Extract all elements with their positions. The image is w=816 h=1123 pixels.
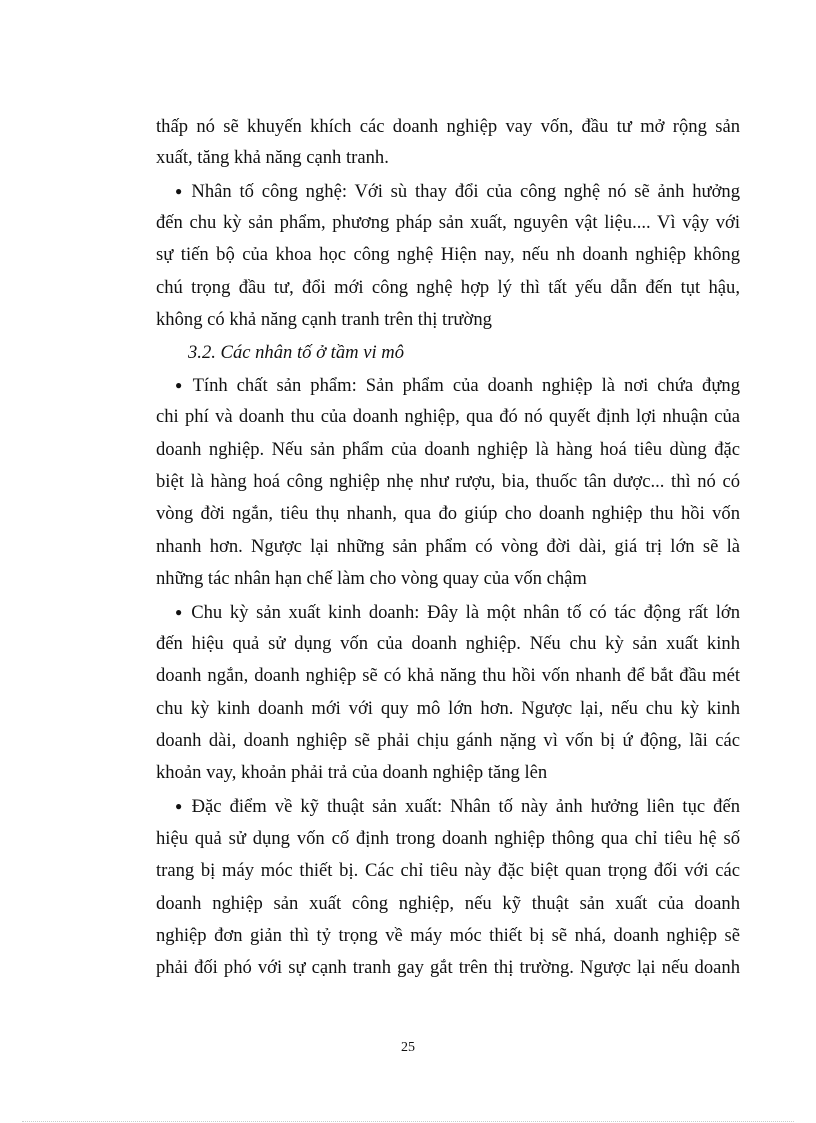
- paragraph-line: sự tiến bộ của khoa học công nghệ Hiện nay, nếu nh doanh nghiệp không: [156, 244, 740, 265]
- paragraph-line: nghiệp đơn giản thì tỷ trọng về máy móc thiết bị sẽ nhá, doanh nghiệp sẽ: [156, 925, 740, 946]
- bullet-line: [175, 180, 740, 202]
- paragraph-line: hiệu quả sử dụng vốn cố định trong doanh nghiệp thông qua chỉ tiêu hệ số: [156, 828, 740, 849]
- paragraph-line: doanh nghiệp sản xuất công nghiệp, nếu kỹ thuật sản xuất của doanh: [156, 893, 740, 914]
- bullet-icon: ●: [175, 799, 186, 813]
- bullet-icon: ●: [175, 605, 186, 619]
- paragraph-line: trang bị máy móc thiết bị. Các chỉ tiêu này đặc biệt quan trọng đối với các: [156, 860, 740, 881]
- section-heading: 3.2. Các nhân tố ở tầm vi mô: [188, 342, 404, 363]
- paragraph-line: Chu kỳ sản xuất kinh doanh: Đây là một nhân tố có tác động rất lớn: [191, 602, 740, 623]
- paragraph-line: Đặc điểm về kỹ thuật sản xuất: Nhân tố này ảnh hưởng liên tục đến: [191, 796, 740, 817]
- paragraph-line: Nhân tố công nghệ: Với sù thay đổi của công nghệ nó sẽ ảnh hưởng: [191, 181, 741, 202]
- page-number: 25: [401, 1040, 415, 1055]
- paragraph-line: chú trọng đầu tư, đổi mới công nghệ hợp lý thì tất yếu dẫn đến tụt hậu,: [156, 277, 740, 298]
- paragraph-line: doanh dài, doanh nghiệp sẽ phải chịu gánh nặng vì vốn bị ứ động, lãi các: [156, 730, 740, 751]
- paragraph-line: biệt là hàng hoá công nghiệp nhẹ như rượu, bia, thuốc tân dược... thì nó có: [156, 471, 740, 492]
- paragraph-line: doanh nghiệp. Nếu sản phẩm của doanh nghiệp là hàng hoá tiêu dùng đặc: [156, 439, 740, 460]
- paragraph-line: vòng đời ngắn, tiêu thụ nhanh, qua đo giúp cho doanh nghiệp thu hồi vốn: [156, 503, 740, 524]
- bullet-icon: ●: [175, 378, 187, 392]
- bullet-line: [175, 795, 740, 817]
- paragraph-line: khoản vay, khoản phải trả của doanh nghiệp tăng lên: [156, 762, 548, 783]
- paragraph-line: đến hiệu quả sử dụng vốn của doanh nghiệp. Nếu chu kỳ sản xuất kinh: [156, 633, 740, 654]
- paragraph-line: doanh ngắn, doanh nghiệp sẽ có khả năng thu hồi vốn nhanh để bắt đầu mét: [156, 665, 740, 686]
- paragraph-line: đến chu kỳ sản phẩm, phương pháp sản xuất, nguyên vật liệu.... Vì vậy với: [156, 212, 740, 233]
- page-edge-divider: [22, 1121, 794, 1122]
- paragraph-line: phải đối phó với sự cạnh tranh gay gắt trên thị trường. Ngược lại nếu doanh: [156, 957, 740, 978]
- bullet-icon: ●: [175, 184, 186, 198]
- paragraph-line: không có khả năng cạnh tranh trên thị trường: [156, 309, 492, 330]
- paragraph-line: xuất, tăng khả năng cạnh tranh.: [156, 147, 389, 168]
- paragraph-line: chu kỳ kinh doanh mới với quy mô lớn hơn. Ngược lại, nếu chu kỳ kinh: [156, 698, 740, 719]
- paragraph-line: Tính chất sản phẩm: Sản phẩm của doanh nghiệp là nơi chứa đựng: [192, 375, 740, 396]
- paragraph-line: những tác nhân hạn chế làm cho vòng quay của vốn chậm: [156, 568, 587, 589]
- paragraph-line: thấp nó sẽ khuyến khích các doanh nghiệp vay vốn, đầu tư mở rộng sản: [156, 116, 740, 137]
- bullet-line: [175, 601, 740, 623]
- paragraph-line: nhanh hơn. Ngược lại những sản phẩm có vòng đời dài, giá trị lớn sẽ là: [156, 536, 740, 557]
- paragraph-line: chi phí và doanh thu của doanh nghiệp, qua đó nó quyết định lợi nhuận của: [156, 406, 740, 427]
- bullet-line: [175, 374, 740, 396]
